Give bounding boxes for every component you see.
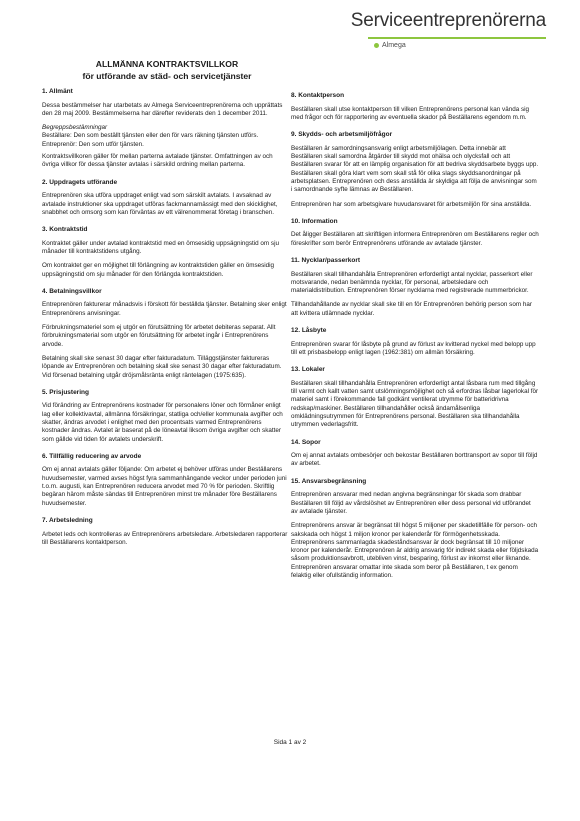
section-heading: 4. Betalningsvillkor [42,287,102,295]
section-heading: 1. Allmänt [42,88,73,95]
paragraph: Dessa bestämmelser har utarbetats av Almega Serviceentreprenörerna och upprättats den 28 maj 2009. Bestämmelserna har därefter reviderats den 1 december 2011. [42,101,283,117]
section-heading: 15. Ansvarsbegränsning [291,477,367,485]
section-heading: 6. Tillfällig reducering av arvode [42,452,142,460]
paragraph: Tillhandahållande av nycklar skall ske till en för Entreprenören behörig person som har att kvittera utlämnade nycklar. [291,301,532,317]
logo-dot-icon [374,43,379,48]
paragraph: Kontraktet gäller under avtalad kontraktstid med en ömsesidig uppsägningstid om sju månader till kontraktstidens utgång. [42,239,279,255]
section-arbetsledning [42,517,290,547]
section-lasbyte [291,327,539,357]
definitions [42,124,290,149]
section-heading: 14. Sopor [291,438,321,446]
paragraph: Kontraktsvillkoren gäller för mellan parterna avtalade tjänster. Omfattningen av och övriga villkor för dessa tjänster avtalas i särskild ordning mellan parterna. [42,153,273,169]
logo-sub-text: Almega [382,42,406,49]
paragraph: Om kontraktet ger en möjlighet till förlängning av kontraktstiden gäller en ömsesidig uppsägningstid om sju månader för den förlängda kontraktstiden. [42,262,275,278]
paragraph: Det åligger Beställaren att skriftligen informera Entreprenören om Beställarens regler och föreskrifter som berör Entreprenörens utförande av avtalade tjänster. [291,231,539,247]
definitions-heading: Begreppsbestämningar [42,124,108,132]
paragraph: Vid förändring av Entreprenörens kostnader för personalens löner och förmåner enligt lag eller kollektivavtal, allmänna försäkringar, statliga och/eller kommunala avgifter och skatter, ändras arvodet i enlighet med den procentsats varmed Entreprenörens kostnader ändras. Avtalet är baserat på de löneavtal liksom övriga avgifter och skatter som gällde vid tiden för avtalets underskrift. [42,402,283,443]
section-heading: 11. Nycklar/passerkort [291,257,361,264]
section-heading: 13. Lokaler [291,366,325,374]
paragraph: Beställaren skall tillhandahålla Entreprenören erforderligt antal nycklar, passerkort eller motsvarande, nedan benämnda nycklar, för personal, arbetsledare och materialdistribution. Entreprenören förser nycklarna med registrerade nummerbrickor. [291,270,533,295]
section-heading: 8. Kontaktperson [291,92,345,99]
section-heading: 10. Information [291,217,338,225]
definition-bestallare: Beställare: Den som beställt tjänsten eller den för vars räkning tjänsten utförs. [42,132,259,140]
section-betalningsvillkor [42,288,290,380]
document-subtitle: för utförande av städ- och servicetjänster [82,71,252,81]
definition-entreprenor: Entreprenör: Den som utför tjänsten. [42,140,144,148]
section-heading: 9. Skydds- och arbetsmiljöfrågor [291,131,393,139]
section-lokaler [291,366,539,429]
paragraph: Entreprenören fakturerar månadsvis i förskott för beställda tjänster. Betalning sker enligt Entreprenörens anvisningar. [42,301,287,317]
section-heading: 12. Låsbyte [291,327,327,335]
page-number: Sida 1 av 2 [273,739,307,746]
section-information [291,218,539,248]
paragraph: Entreprenören svarar för låsbyte på grund av förlust av kvitterad nyckel med belopp upp till ett prisbasbelopp enligt lagen (1962:381) om allmän försäkring. [291,340,536,356]
section-heading: 2. Uppdragets utförande [42,178,118,186]
right-column [291,92,539,589]
section-allmant [42,88,290,170]
document-title: ALLMÄNNA KONTRAKTSVILLKOR [95,59,239,69]
paragraph: Entreprenörens ansvar är begränsat till högst 5 miljoner per skadetillfälle för person- och sakskada och högst 1 miljon kronor per kalenderår för förmögenhetsskada. Entreprenörens sammanlagda skadeståndsansvar är dock begränsat till 10 miljoner kronor per kalenderår. Entreprenören är aldrig ansvarig för indirekt skada eller följdskada såsom produktionsavbrott, utebliven vinst, besparing, förlust av inkomst eller liknande. Entreprenören ansvarar omattar inte skada som beror på Beställaren, t ex genom felaktig eller ofullständig information. [291,522,539,580]
section-sopor [291,439,539,469]
section-ansvarsbegransning [291,478,539,581]
section-kontraktstid [42,226,290,279]
section-kontaktperson [291,92,539,122]
section-nycklar-passerkort [291,257,539,318]
paragraph: Entreprenören ansvarar med nedan angivna begränsningar för skada som drabbar Beställaren till följd av vårdslöshet av Entreprenören eller dess personal vid utförandet av avtalade tjänster. [291,491,531,515]
paragraph: Om ej annat avtalats ombesörjer och bekostar Beställaren borttransport av sopor till följd av arbetet. [291,452,538,468]
section-prisjustering [42,389,290,444]
paragraph: Entreprenören ska utföra uppdraget enligt vad som särskilt avtalats. I avsaknad av avtalade instruktioner ska uppdraget utföras fackmannamässigt med den skicklighet, snabbhet och omsorg som kan förväntas av ett välrenommerat företag i branschen. [42,192,278,216]
section-heading: 3. Kontraktstid [42,226,88,234]
paragraph: Beställaren är samordningsansvarig enligt arbetsmiljölagen. Detta innebär att Beställaren skall samordna åtgärder till skydd mot ohälsa och olycksfall och att Beställaren svarar för att en lämplig organisation för att bedriva skyddsarbete byggs upp. Beställaren skall göra klart vem som skall stå för olika slags skyddsanordningar på arbetsplatsen. Entreprenören och dess anställda är skyldiga att följa de anvisningar som i samordnande syfte lämnas av Beställaren. [291,144,539,194]
paragraph: Beställaren skall tillhandahålla Entreprenören erforderligt antal låsbara rum med tillgång till varmt och kallt vatten samt utslömningsmöjlighet och så erfordras låsbar lagerlokal för materiel samt i förekommande fall godkänt ventilerat utrymme för batteridrivna redskap/maskiner. Beställaren tillhandahåller också ändamålsenliga omklädningsutrymmen för Entreprenörens personal. Beställaren ska tillhandahålla utrymmen vederlagsfritt. [291,379,539,429]
paragraph: Om ej annat avtalats gäller följande: Om arbetet ej behöver utföras under Beställarens huvudsemester, varmed avses högst fyra sammanhängande veckor under perioden juni t.o.m. augusti, kan Entreprenören reducera arvodet med 70 % för perioden. Skriftlig begäran härom måste sändas till Entreprenören minst tre månader före Beställarens huvudsemester. [42,466,287,507]
section-tillfallig-reducering [42,453,290,508]
paragraph: Arbetet leds och kontrolleras av Entreprenörens arbetsledare. Arbetsledaren rapporterar till Beställarens kontaktperson. [42,530,288,546]
paragraph: Betalning skall ske senast 30 dagar efter fakturadatum. Tilläggstjänster faktureras löpande av Entreprenören och betalning skall ske senast 30 dagar efter fakturadatum. Vid försenad betalning utgår dröjsmålsränta enligt räntelagen (1975:635). [42,354,282,379]
section-skydds-arbetsmiljo [291,131,539,209]
paragraph: Beställaren skall utse kontaktperson till vilken Entreprenörens personal kan vända sig med frågor och för rapportering av eventuella skador på Beställarens egendom m.m. [291,105,530,121]
section-heading: 7. Arbetsledning [42,516,93,524]
section-heading: 5. Prisjustering [42,388,89,396]
section-uppdragets-utforande [42,179,290,217]
logo-rule [368,37,546,39]
logo-name: Serviceentreprenörerna [350,10,546,31]
serviceentreprenorerna-logo [336,10,546,52]
logo-sub [374,42,406,49]
paragraph: Entreprenören har som arbetsgivare huvudansvaret för arbetsmiljön för sina anställda. [291,200,532,208]
left-column [42,88,290,556]
paragraph: Förbrukningsmateriel som ej utgör en förutsättning för arbetet debiteras separat. Allt förbrukningsmaterial som utgör en förutsättning för arbetet ingår i Entreprenörens arvode. [42,324,276,348]
